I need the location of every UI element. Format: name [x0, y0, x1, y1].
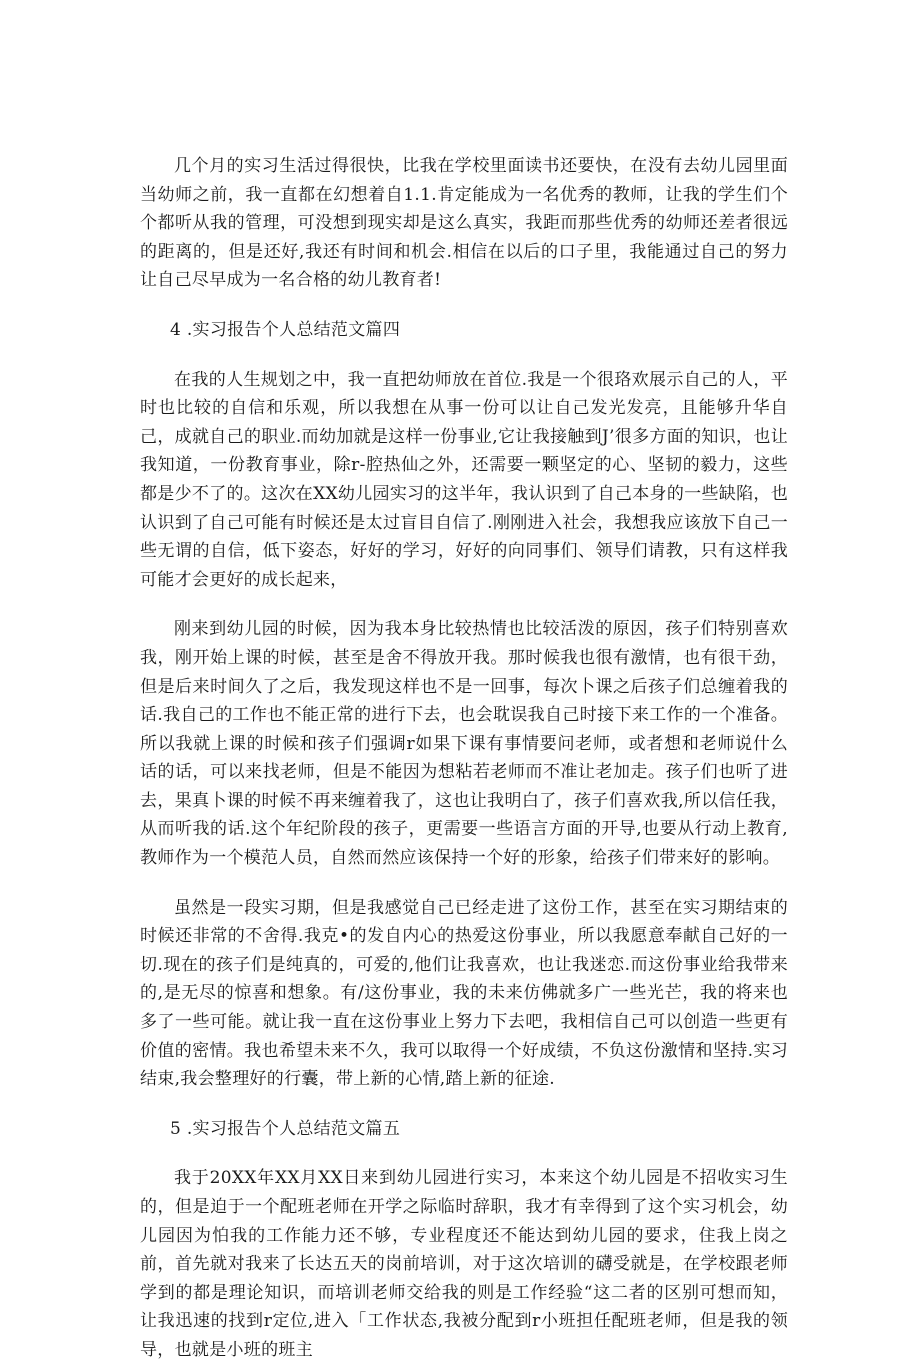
paragraph-career-plan: 在我的人生规划之中，我一直把幼师放在首位.我是一个很珞欢展示自己的人，平时也比较的自信和乐观，所以我想在从事一份可以让自己发光发亮，且能够升华自己，成就自己的职业.而幼加就是这样一份事业,它让我接触到J’很多方面的知识，也让我知道，一份教育事业，除r-腔热仙之外，还需要一颗坚定的心、坚韧的毅力，这些都是少不了的。这次在XX幼儿园实习的这半年，我认识到了自己本身的一些缺陷，也认识到了自己可能有时候还是太过盲目自信了.刚刚进入社会，我想我应该放下自己一些无谓的自信，低下姿态，好好的学习，好好的向同事们、领导们请教，只有这样我可能才会更好的成长起来，: [140, 369, 788, 590]
section-heading-4: 4 .实习报告个人总结范文篇四: [170, 319, 401, 340]
section-heading-5: 5 .实习报告个人总结范文篇五: [170, 1118, 401, 1139]
paragraph-internship-end: 虽然是一段实习期，但是我感觉自己已经走进了这份工作，甚至在实习期结束的时候还非常的不舍得.我克•的发自内心的热爱这份事业，所以我愿意奉献自己好的一切.现在的孩子们是纯真的，可爱的,他们让我喜欢，也让我迷恋.而这份事业给我带来的,是无尽的惊喜和想象。有/这份事业，我的未来仿佛就多广一些光芒，我的将来也多了一些可能。就让我一直在这份事业上努力下去吧，我相信自己可以创造一些更有价值的密情。我也希望未来不久，我可以取得一个好成绩，不负这份激情和坚持.实习结束,我会整理好的行囊，带上新的心情,踏上新的征途.: [140, 897, 788, 1090]
paragraph-kindergarten-arrival: 刚来到幼儿园的时候，因为我本身比较热情也比较活泼的原因，孩子们特别喜欢我，刚开始上课的时候，甚至是舍不得放开我。那时候我也很有激情，也有很干劲，但是后来时间久了之后，我发现这样也不是一回事，每次卜课之后孩子们总缠着我的话.我自己的工作也不能正常的进行下去，也会耽误我自己时接下来工作的一个准备。所以我就上课的时候和孩子们强调r如果下课有事情要问老师，或者想和老师说什么话的话，可以来找老师，但是不能因为想粘若老师而不准让老加走。孩子们也听了进去，果真卜课的时候不再来缠着我了，这也让我明白了，孩子们喜欢我,所以信任我，从而听我的话.这个年纪阶段的孩子，更需要一些语言方面的开导,也要从行动上教育,教师作为一个模范人员，自然而然应该保持一个好的形象，给孩子们带来好的影响。: [140, 619, 788, 869]
paragraph-internship-start: 我于20XX年XX月XX日来到幼儿园进行实习，本来这个幼儿园是不招收实习生的，但是迫于一个配班老师在开学之际临时辞职，我才有幸得到了这个实习机会，幼儿园因为怕我的工作能力还不够，专业程度还不能达到幼儿园的要求，住我上岗之前，首先就对我来了长达五天的岗前培训，对于这次培训的礴受就是，在学校跟老师学到的都是理论知识，而培训老师交给我的则是工作经验“这二者的区别可想而知，让我迅速的找到r定位,进入「工作状态,我被分配到r小班担任配班老师，但是我的领导，也就是小班的班主: [140, 1168, 788, 1360]
paragraph-internship-reflection: 几个月的实习生活过得很快，比我在学校里面读书还要快，在没有去幼儿园里面当幼师之前，我一直都在幻想着自1.1.肯定能成为一名优秀的教师，让我的学生们个个都听从我的管理，可没想到现实却是这么真实，我距而那些优秀的幼师还差者很远的距离的，但是还好,我还有时间和机会.相信在以后的口子里，我能通过自己的努力让自己尽早成为一名合格的幼儿教育者!: [140, 156, 788, 291]
document-page: [140, 152, 788, 1365]
